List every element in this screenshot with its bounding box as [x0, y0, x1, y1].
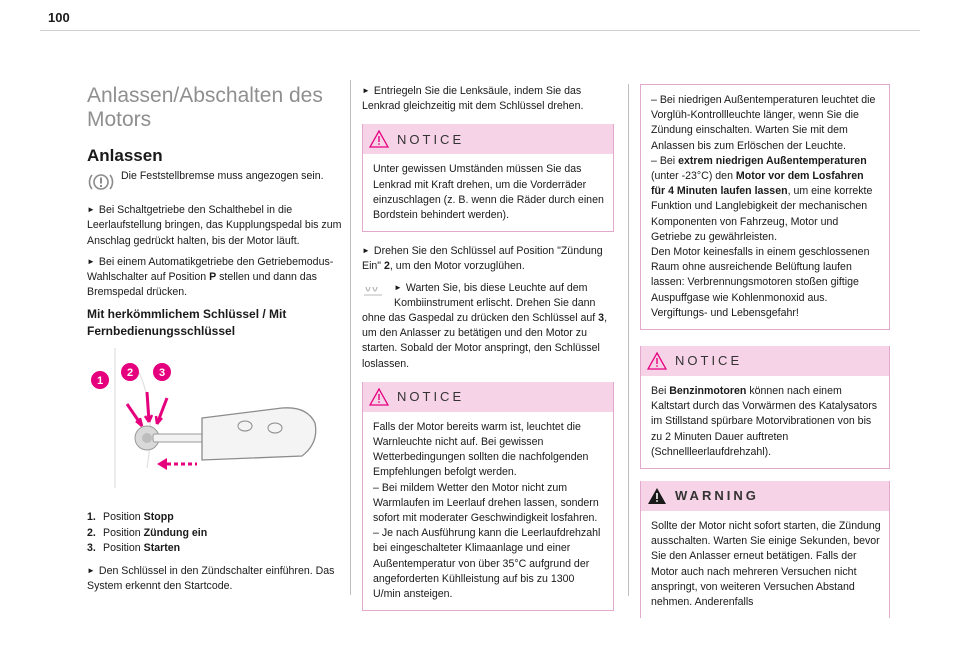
key-illustration [87, 348, 343, 496]
notice-box-3 [640, 346, 890, 469]
sub-title-anlassen: Anlassen [87, 146, 163, 165]
column-3 [640, 84, 890, 630]
caution-triangle-icon [369, 388, 389, 406]
step-automatic: ► Bei einem Automatikgetriebe den Getriebemodus-Wahlschalter auf Position P stellen und dann das Bremspedal drücken. [87, 255, 343, 301]
caution-triangle-icon [369, 130, 389, 148]
warning-title: WARNING [675, 488, 759, 504]
cold-item-1: – Bei niedrigen Außentemperaturen leuchtet die Vorglüh-Kontrollleuchte länger, wenn Sie die Zündung einschalten. Warten Sie mit dem Anlassen bis zum Erlöschen der Leuchte. [651, 94, 876, 152]
notice-header [363, 382, 613, 412]
position-item: 3. Position Starten [87, 541, 181, 554]
position-list [87, 510, 343, 556]
column-divider-1 [350, 80, 351, 595]
position-item: 1. Position Stopp [87, 511, 174, 524]
glow-plug-icon [362, 283, 388, 299]
notice-header [363, 124, 613, 154]
section-title: Anlassen/Abschalten des Motors [87, 84, 323, 131]
ignition-key-figure [87, 348, 343, 496]
closed-room-warning: Den Motor keinesfalls in einem geschlossenen Raum ohne ausreichende Belüftung laufen lassen: Verbrennungsmotoren stoßen giftige Auspuffgase wie Kohlenmonoxid aus. Vergiftungs- und Lebensgefahr! [651, 246, 870, 319]
step-unlock: ► Entriegeln Sie die Lenksäule, indem Sie das Lenkrad gleichzeitig mit dem Schlüssel drehen. [362, 84, 614, 114]
figure-label-2: 2 [126, 367, 134, 380]
caution-triangle-icon [647, 352, 667, 370]
notice-box-2 [362, 382, 614, 611]
page-number: 100 [48, 10, 70, 25]
step-manual: ► Bei Schaltgetriebe den Schalthebel in die Leerlaufstellung bringen, das Kupplungspedal bis zum Anschlag gedrückt halten, bis der Motor läuft. [87, 203, 343, 249]
brake-warning-icon [87, 171, 115, 193]
notice-title: NOTICE [675, 353, 743, 369]
cold-item-2: – Bei extrem niedrigen Außentemperaturen (unter -23°C) den Motor vor dem Losfahren für 4 Minuten laufen lassen, um eine korrekte Funktion und Langlebigkeit der mechanischen Komponenten von Fahrzeug, Motor und Getriebe zu gewährleisten. [651, 154, 873, 243]
parking-brake-note [87, 169, 343, 193]
notice-text: Bei Benzinmotoren können nach einem Kaltstart durch das Vorwärmen des Katalysators im Stillstand spürbare Motorvibrationen von bis zu 2 Minuten Dauer auftreten (Schnellleerlaufdrehzahl). [651, 385, 878, 458]
notice-text: Falls der Motor bereits warm ist, leuchtet die Warnleuchte nicht auf. Bei gewissen Wetterbedingungen sollten die nachfolgenden Empfehlungen befolgt werden. [373, 420, 589, 479]
parking-brake-text: Die Feststellbremse muss angezogen sein. [121, 170, 324, 183]
notice-item: – Je nach Ausführung kann die Leerlaufdrehzahl bei eingeschalteter Klimaanlage und einer Außentemperatur von über 35°C aufgrund der angeforderten Kühlleistung auf bis zu 1300 U/min ansteigen. [373, 527, 601, 601]
notice-title: NOTICE [397, 131, 465, 147]
warning-triangle-icon [647, 487, 667, 505]
column-2 [362, 84, 614, 623]
warning-text: Sollte der Motor nicht sofort starten, die Zündung ausschalten. Warten Sie einige Sekunden, bevor Sie den Anlasser erneut betätigen. Falls der Motor auch nach mehreren Versuchen nicht anspringt, von weiteren Versuchen Abstand nehmen. Anderenfalls [651, 520, 881, 609]
position-item: 2. Position Zündung ein [87, 526, 208, 539]
notice-item: – Bei mildem Wetter den Motor nicht zum Warmlaufen im Leerlauf drehen lassen, sondern sofort mit moderater Geschwindigkeit losfahren. [373, 481, 599, 525]
step-turn-key: ► Drehen Sie den Schlüssel auf Position "Zündung Ein" 2, um den Motor vorzuglühen. [362, 244, 614, 274]
column-1 [87, 80, 343, 600]
step-wait-light: ► Warten Sie, bis diese Leuchte auf dem Kombiinstrument erlischt. Drehen Sie dann ohne das Gaspedal zu drücken den Schlüssel auf 3, um den Anlasser zu betätigen und den Motor zu starten. Sobald der Motor anspringt, den Schlüssel loslassen. [362, 281, 614, 372]
notice-box-1 [362, 124, 614, 232]
key-heading: Mit herkömmlichem Schlüssel / Mit Fernbedienungsschlüssel [87, 307, 287, 339]
notice-title: NOTICE [397, 389, 465, 405]
cold-weather-box [640, 84, 890, 330]
notice-text: Unter gewissen Umständen müssen Sie das Lenkrad mit Kraft drehen, um die Vorderräder einzuschlagen (z. B. wenn die Räder durch einen Bordstein behindert werden). [373, 163, 604, 222]
figure-label-3: 3 [158, 367, 166, 380]
warning-header [641, 481, 889, 511]
notice-header [641, 346, 889, 376]
warning-box [640, 481, 890, 618]
figure-label-1: 1 [96, 375, 104, 388]
column-divider-2 [628, 84, 629, 596]
header-rule [40, 30, 920, 31]
step-insert-key: ► Den Schlüssel in den Zündschalter einführen. Das System erkennt den Startcode. [87, 564, 343, 594]
